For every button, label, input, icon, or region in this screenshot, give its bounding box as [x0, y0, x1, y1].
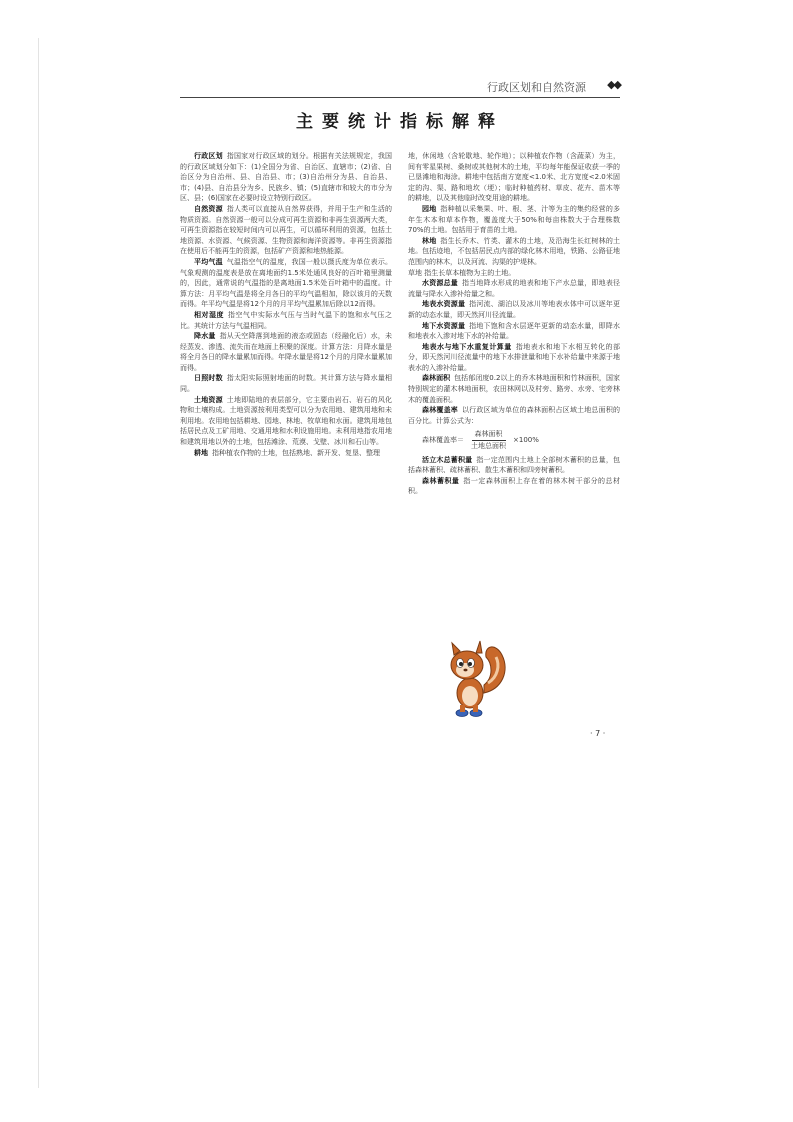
right-column — [408, 151, 620, 497]
definition: 气温指空气的温度，我国一般以摄氏度为单位表示。气象观测的温度表是放在离地面约1.5米处通风良好的百叶箱里测量的，因此，通常说的气温指的是离地面1.5米处百叶箱中的温度。计算方法：月平均气温是将全月各日的平均气温相加，除以该月的天数而得。年平均气温是将12个月的月平均气温累加后除以12而得。 — [180, 257, 393, 309]
term: 地表水与地下水重复计算量 — [422, 342, 512, 351]
page-number: · 7 · — [590, 729, 606, 738]
term: 森林面积 — [422, 374, 451, 383]
term: 活立木总蓄积量 — [422, 455, 473, 464]
paragraph — [408, 268, 620, 279]
paragraph — [180, 151, 392, 204]
paragraph — [408, 299, 620, 320]
diamond-marks-icon: ◆◆ — [607, 78, 620, 91]
definition: 指一定森林面积上存在着的林木树干部分的总材积。 — [408, 476, 621, 496]
page-title: 主要统计指标解释 — [296, 112, 504, 132]
formula-numerator: 森林面积 — [472, 429, 506, 441]
definition: 指种植以采集果、叶、根、茎、汁等为主的集约经营的多年生木本和草本作物，覆盖度大于50%和每亩株数大于合理株数70%的土地。包括用于育苗的土地。 — [408, 204, 621, 235]
paragraph — [180, 395, 392, 448]
definition: 以行政区域为单位的森林面积占区域土地总面积的百分比。计算公式为： — [408, 406, 621, 425]
paragraph — [408, 405, 620, 426]
definition: 指空气中实际水气压与当时气温下的饱和水气压之比。其统计方法与气温相同。 — [180, 310, 393, 330]
definition: 指生长乔木、竹类、灌木的土地，及沿海生长红树林的土地。包括迹地，不包括居民点内部的绿化林木用地，铁路、公路征地范围内的林木，以及河流、沟渠的护堤林。 — [408, 236, 621, 266]
paragraph — [408, 151, 620, 204]
term: 自然资源 — [194, 204, 223, 213]
paragraph — [180, 448, 392, 459]
term: 森林覆盖率 — [422, 406, 458, 415]
definition: 指当地降水形成的地表和地下产水总量，即地表径流量与降水入渗补给量之和。 — [408, 279, 621, 298]
margin-rule — [38, 38, 39, 1088]
definition: 指从天空降落到地面的液态或固态（经融化后）水，未经蒸发、渗透、流失而在地面上积聚的深度。计算方法：月降水量是将全月各日的降水量累加而得。年降水量是将12个月的月降水量累加而得。 — [180, 332, 393, 372]
definition: 指国家对行政区域的划分。根据有关法规规定，我国的行政区域划分如下：(1)全国分为省、自治区、直辖市；(2)省、自治区分为自治州、县、自治县、市；(3)自治州分为县、自治县、市；(4)县、自治县分为乡、民族乡、镇；(5)直辖市和较大的市分为区、县；(6)国家在必要时设立特别行政区。 — [180, 152, 393, 203]
definition: 指河流、湖泊以及冰川等地表水体中可以逐年更新的动态水量，即天然河川径流量。 — [408, 300, 621, 319]
definition: 指种植农作物的土地，包括熟地、新开发、复垦、整理 — [212, 448, 380, 457]
paragraph — [408, 455, 620, 476]
term: 相对湿度 — [194, 310, 224, 319]
paragraph — [180, 310, 392, 331]
running-header — [180, 72, 620, 98]
term: 平均气温 — [194, 257, 223, 266]
definition: 指人类可以直接从自然界获得，并用于生产和生活的物质资源。自然资源一般可以分成可再生资源和非再生资源两大类，可再生资源指在较短时间内可以再生，可以循环利用的资源，包括土地资源、水资源、气候资源、生物资源和海洋资源等。非再生资源指在使用后不能再生的资源，包括矿产资源和地热能源。 — [180, 204, 393, 256]
term: 耕地 — [194, 448, 208, 457]
definition: 土地即陆地的表层部分，它主要由岩石、岩石的风化物和土壤构成。土地资源按利用类型可以分为农用地、建筑用地和未利用地。农用地包括耕地、园地、林地、牧草地和水面。建筑用地包括居民点及工矿用地、交通用地和水利设施用地。未利用地指农用地和建筑用地以外的土地，包括滩涂、荒漠、戈壁、冰川和石山等。 — [180, 395, 393, 447]
paragraph — [180, 331, 392, 373]
term: 土地资源 — [194, 395, 223, 404]
chapter-title: 行政区划和自然资源 — [487, 81, 586, 94]
paragraph — [180, 257, 392, 310]
term: 林地 — [422, 236, 437, 245]
term: 行政区划 — [194, 152, 223, 160]
definition: 地，休闲地（含轮歇地、轮作地）；以种植农作物（含蔬菜）为主，间有零星果树、桑树或其他树木的土地，平均每年能保证收获一季的已垦滩地和海涂。耕地中包括南方宽度<1.0米、北方宽度<2.0米固定的沟、渠、路和地坎（埂）；临时种植药材、草皮、花卉、苗木等的耕地，以及其他临时改变用途的耕地。 — [408, 152, 620, 203]
paragraph — [408, 278, 620, 299]
formula-rhs: ×100% — [513, 436, 539, 445]
definition: 指地表水和地下水相互转化的部分，即天然河川径流量中的地下水排泄量和地下水补给量中来源于地表水的入渗补给量。 — [408, 342, 621, 372]
term: 降水量 — [194, 332, 216, 341]
term: 园地 — [422, 204, 437, 213]
formula-denominator: 土地总面积 — [471, 442, 506, 451]
paragraph — [408, 373, 620, 405]
paragraph — [408, 342, 620, 374]
forest-coverage-formula — [422, 429, 620, 451]
paragraph — [408, 321, 620, 342]
left-column — [180, 151, 392, 458]
term: 森林蓄积量 — [422, 476, 460, 485]
definition: 包括郁闭度0.2以上的乔木林地面积和竹林面积，国家特别规定的灌木林地面积，农田林网以及村旁、路旁、水旁、宅旁林木的覆盖面积。 — [408, 374, 620, 404]
term: 地表水资源量 — [422, 300, 466, 309]
term: 地下水资源量 — [422, 321, 466, 330]
paragraph — [180, 204, 392, 257]
definition: 指一定范围内土地上全部树木蓄积的总量，包括森林蓄积、疏林蓄积、散生木蓄积和四旁树蓄积。 — [408, 455, 621, 475]
paragraph — [408, 204, 620, 236]
paragraph — [408, 476, 620, 497]
squirrel-mascot-icon — [440, 633, 510, 723]
definition: 指地下饱和含水层逐年更新的动态水量，即降水和地表水入渗对地下水的补给量。 — [408, 321, 621, 341]
term: 水资源总量 — [422, 279, 458, 288]
header-rule — [180, 97, 620, 98]
formula-lhs: 森林覆盖率＝ — [422, 436, 464, 445]
definition: 草地 指生长草本植物为主的土地。 — [408, 268, 516, 277]
formula-fraction — [468, 429, 509, 451]
term: 日照时数 — [194, 374, 223, 383]
definition: 指太阳实际照射地面的时数。其计算方法与降水量相同。 — [180, 374, 393, 394]
paragraph — [408, 236, 620, 268]
paragraph — [180, 373, 392, 394]
